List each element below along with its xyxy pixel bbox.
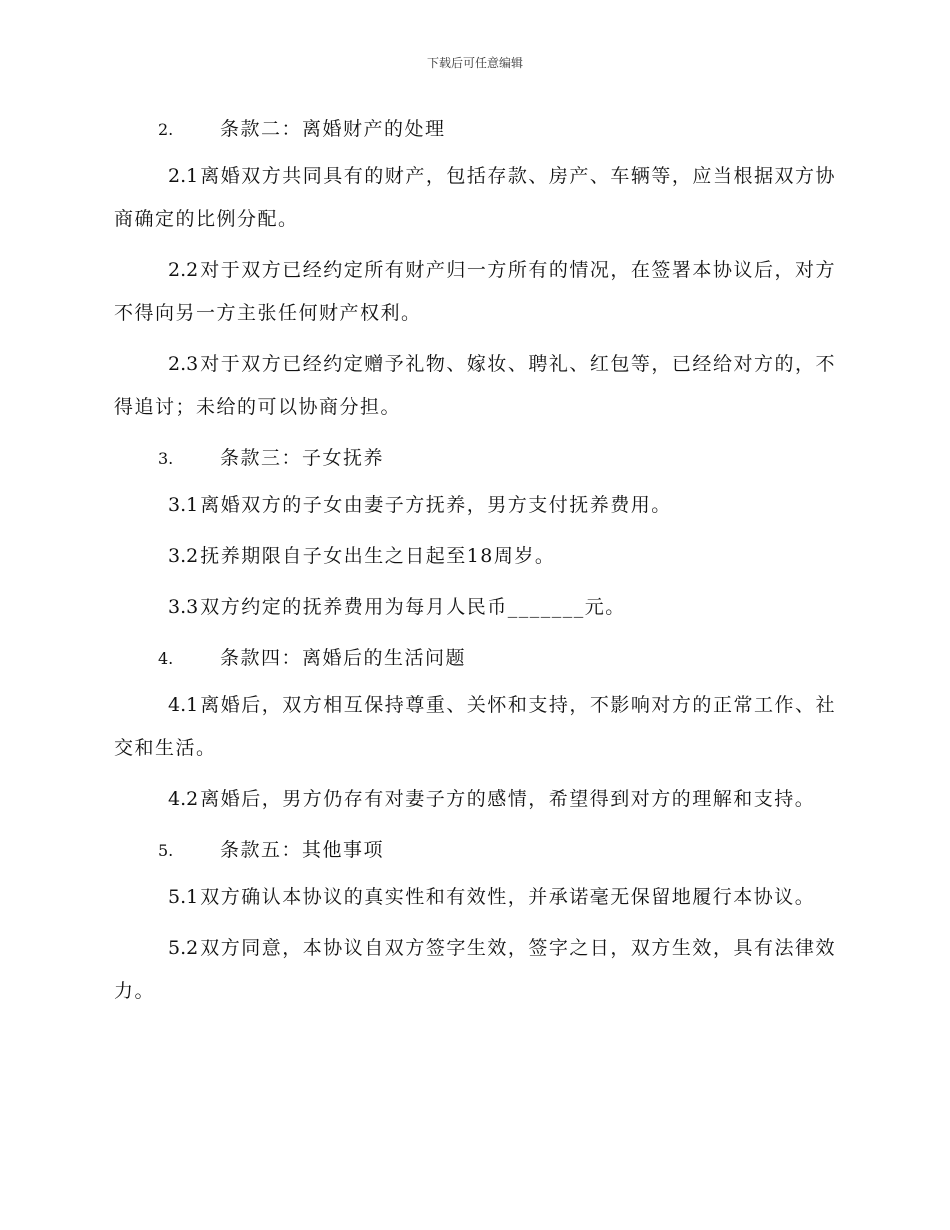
clause-3-2 (114, 535, 836, 578)
clause-4-2 (114, 778, 836, 821)
clause-5-2 (114, 927, 836, 1013)
section-heading-3 (114, 437, 836, 480)
clause-number: 3.3 (168, 596, 199, 618)
clause-text: 离婚双方共同具有的财产，包括存款、房产、车辆等，应当根据双方协商确定的比例分配。 (114, 165, 836, 230)
clause-text: 双方确认本协议的真实性和有效性，并承诺毫无保留地履行本协议。 (200, 886, 816, 908)
section-number: 2. (158, 120, 174, 139)
clause-number: 2.1 (168, 165, 199, 187)
section-number: 5. (158, 841, 174, 860)
clause-text: 离婚后，男方仍存有对妻子方的感情，希望得到对方的理解和支持。 (200, 788, 816, 810)
clause-text: 离婚后，双方相互保持尊重、关怀和支持，不影响对方的正常工作、社交和生活。 (114, 694, 836, 759)
clause-4-1 (114, 684, 836, 770)
section-heading-2 (114, 108, 836, 151)
clause-number: 3.1 (168, 494, 199, 516)
clause-text: 对于双方已经约定赠予礼物、嫁妆、聘礼、红包等，已经给对方的，不得追讨；未给的可以协商分担。 (114, 353, 836, 418)
section-number: 4. (158, 649, 174, 668)
clause-text: 离婚双方的子女由妻子方抚养，男方支付抚养费用。 (200, 494, 672, 516)
section-title: 条款三：子女抚养 (220, 447, 385, 469)
clause-number: 5.2 (168, 937, 199, 959)
section-heading-4 (114, 637, 836, 680)
clause-2-3 (114, 343, 836, 429)
section-title: 条款四：离婚后的生活问题 (220, 647, 467, 669)
clause-5-1 (114, 876, 836, 919)
clause-number: 4.1 (168, 694, 199, 716)
clause-2-2 (114, 249, 836, 335)
clause-number: 4.2 (168, 788, 199, 810)
clause-number: 5.1 (168, 886, 199, 908)
clause-text: 对于双方已经约定所有财产归一方所有的情况，在签署本协议后，对方不得向另一方主张任何财产权利。 (114, 259, 836, 324)
section-title: 条款五：其他事项 (220, 839, 385, 861)
clause-number: 2.3 (168, 353, 199, 375)
clause-2-1 (114, 155, 836, 241)
clause-number: 2.2 (168, 259, 199, 281)
section-title: 条款二：离婚财产的处理 (220, 118, 446, 140)
clause-text: 抚养期限自子女出生之日起至18周岁。 (200, 545, 556, 567)
document-body (114, 108, 836, 1021)
clause-3-1 (114, 484, 836, 527)
clause-3-3 (114, 586, 836, 629)
page-header: 下载后可任意编辑 (426, 56, 523, 70)
clause-text: 双方约定的抚养费用为每月人民币_______元。 (200, 596, 626, 618)
section-heading-5 (114, 829, 836, 872)
clause-text: 双方同意，本协议自双方签字生效，签字之日，双方生效，具有法律效力。 (114, 937, 836, 1002)
section-number: 3. (158, 449, 174, 468)
clause-number: 3.2 (168, 545, 199, 567)
